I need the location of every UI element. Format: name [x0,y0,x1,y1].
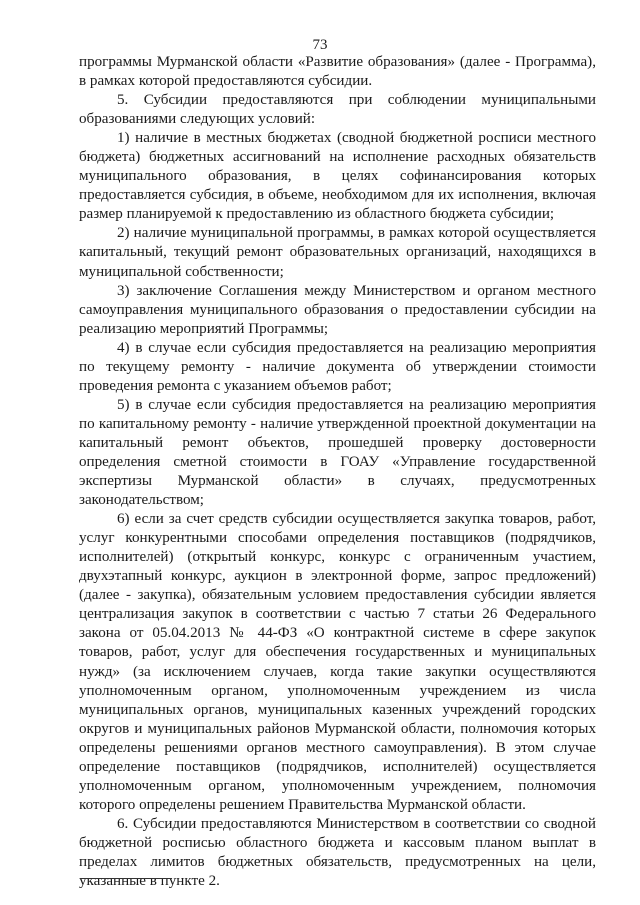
paragraph-condition-4: 4) в случае если субсидия предоставляется на реализацию мероприятия по текущему ремонту - наличие документа об утверждении стоимости проведения ремонта с указанием объемов работ; [79,339,596,394]
paragraph-condition-1: 1) наличие в местных бюджетах (сводной бюджетной росписи местного бюджета) бюджетных ассигнований на исполнение расходных обязательств муниципального образования, в целях софинансирования которых предоставляется субсидия, в объеме, необходимом для их исполнения, включая размер планируемой к предоставлению из областного бюджета субсидии; [79,130,596,223]
paragraph-clause-6: 6. Субсидии предоставляются Министерством в соответствии со сводной бюджетной росписью областного бюджета и кассовым планом выплат в пределах лимитов бюджетных обязательств, предусмотренных на цели, указанные в пункте 2. [79,815,596,890]
paragraph-condition-5: 5) в случае если субсидия предоставляется на реализацию мероприятия по капитальному ремонту - наличие утвержденной проектной документации на капитальный ремонт объектов, прошедшей проверку достоверности определения сметной стоимости в ГОАУ «Управление государственной экспертизы Мурманской области» в случаях, предусмотренных законодательством; [79,396,596,509]
paragraph-condition-6: 6) если за счет средств субсидии осуществляется закупка товаров, работ, услуг конкурентными способами определения поставщиков (подрядчиков, исполнителей) (открытый конкурс, конкурс с ограниченным участием, двухэтапный конкурс, аукцион в электронной форме, запрос предложений) (далее - закупка), обязательным условием предоставления субсидии является централизация закупок в соответствии с частью 7 статьи 26 Федерального закона от 05.04.2013 № 44-ФЗ «О контрактной системе в сфере закупок товаров, работ, услуг для обеспечения государственных и муниципальных нужд» (за исключением случаев, когда такие закупки осуществляются уполномоченным органом, уполномоченным учреждением из числа муниципальных органов, муниципальных казенных учреждений городских округов и муниципальных районов Мурманской области, полномочия которых определены решениями органов местного самоуправления). В этом случае определение поставщиков (подрядчиков, исполнителей) осуществляется уполномоченным органом, уполномоченным учреждением, полномочия которого определены решением Правительства Мурманской области. [79,511,596,813]
paragraph-continuation: программы Мурманской области «Развитие образования» (далее - Программа), в рамках которой предоставляются субсидии. [79,54,596,90]
paragraph-clause-5: 5. Субсидии предоставляются при соблюдении муниципальными образованиями следующих условий: [79,92,596,128]
paragraph-condition-2: 2) наличие муниципальной программы, в рамках которой осуществляется капитальный, текущий ремонт образовательных организаций, находящихся в муниципальной собственности; [79,225,596,280]
page-number: 73 [312,37,328,53]
document-body [79,53,596,891]
footer-rule [80,878,172,879]
paragraph-condition-3: 3) заключение Соглашения между Министерством и органом местного самоуправления муниципального образования о предоставлении субсидии на реализацию мероприятий Программы; [79,282,596,337]
